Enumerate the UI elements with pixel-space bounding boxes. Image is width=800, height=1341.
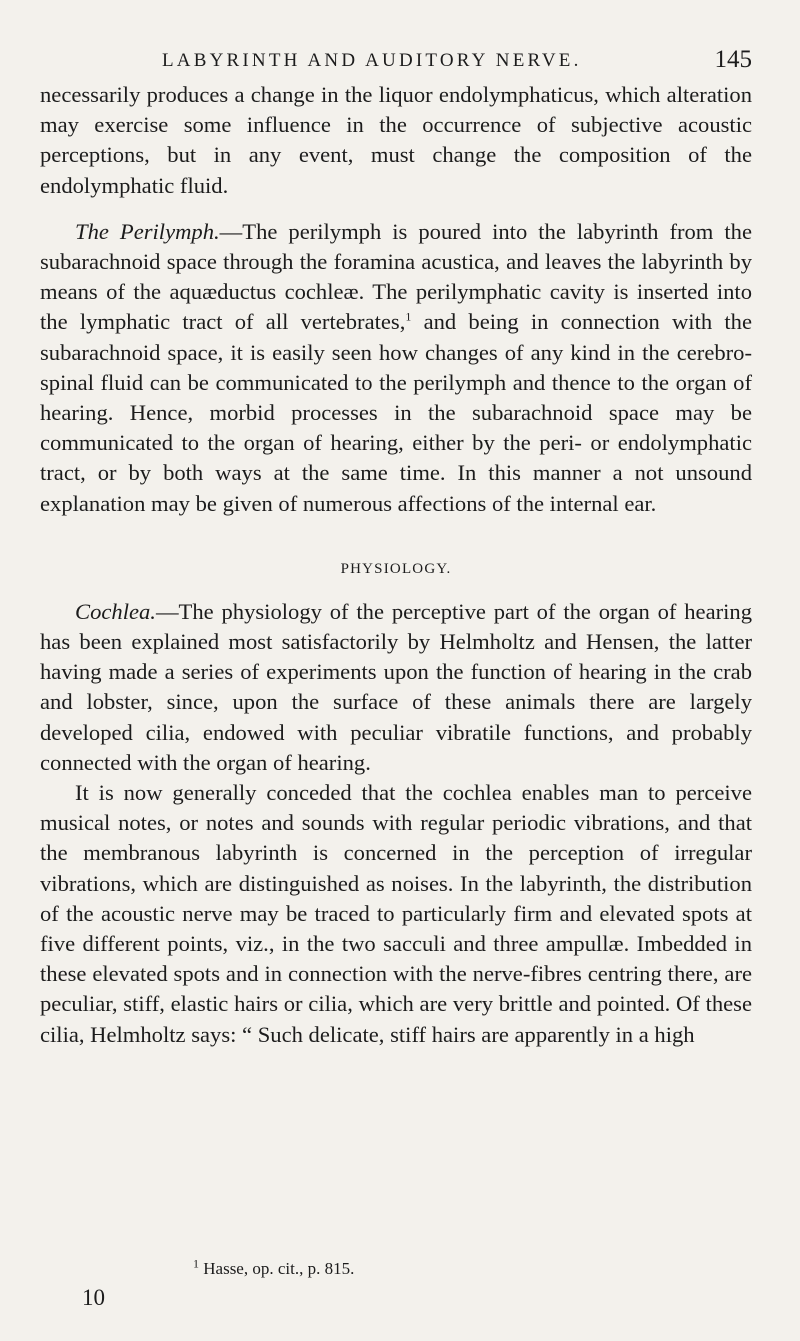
paragraph-lead-perilymph: The Perilymph. [75,218,220,244]
paragraph-cochlea: Cochlea.—The physiology of the perceptive part of the organ of hearing has been explained most satisfactorily by Helmholtz and Hensen, the latter having made a series of experiments upon the function of hearing in the crab and lobster, since, upon the surface of these animals there are largely developed cilia, endowed with peculiar vibratile functions, and probably connected with the organ of hearing. [40,598,752,775]
footnote-mark: 1 [193,1256,199,1271]
page-number: 145 [714,46,752,73]
footnote-text: Hasse, op. cit., p. 815. [199,1259,355,1278]
section-heading: PHYSIOLOGY. [340,560,452,577]
paragraph-cochlea-function: It is now generally conceded that the cochlea enables man to perceive musical notes, or notes and sounds with regular periodic vibrations, and that the membranous labyrinth is concerned in the perception of irregular vibrations, which are distinguished as noises. In the labyrinth, the distribution of the acoustic nerve may be traced to particularly firm and elevated spots at five different points, viz., in the two sacculi and three ampullæ. Imbedded in these elevated spots and in connection with the nerve-fibres centring there, are peculiar, stiff, elastic hairs or cilia, which are very brittle and pointed. Of these cilia, Helmholtz says: “ Such delicate, stiff hairs are apparently in a high [40,780,752,1047]
running-head [40,46,752,76]
body-text [40,80,752,1050]
running-title: LABYRINTH AND AUDITORY NERVE. [162,50,582,71]
footnote [193,1256,355,1279]
footnote-ref: 1 [405,309,412,324]
signature-mark: 10 [82,1285,105,1310]
paragraph-lead-cochlea: Cochlea. [75,598,156,624]
paragraph-continuation: necessarily produces a change in the liquor endolymphaticus, which alteration may exercise some influence in the occurrence of subjective acoustic perceptions, but in any event, must change the composition of the endolymphatic fluid. [40,82,752,198]
paragraph-perilymph: The Perilymph.—The perilymph is poured into the labyrinth from the subarachnoid space through the foramina acustica, and leaves the labyrinth by means of the aquæductus cochleæ. The perilymphatic cavity is inserted into the lymphatic tract of all vertebrates,$^1$ and being in connection with the subarachnoid space, it is easily seen how changes of any kind in the cerebro-spinal fluid can be communicated to the perilymph and thence to the organ of hearing. Hence, morbid processes in the subarachnoid space may be communicated to the organ of hearing, either by the peri- or endolymphatic tract, or by both ways at the same time. In this manner a not unsound explanation may be given of numerous affections of the internal ear. [40,218,752,516]
